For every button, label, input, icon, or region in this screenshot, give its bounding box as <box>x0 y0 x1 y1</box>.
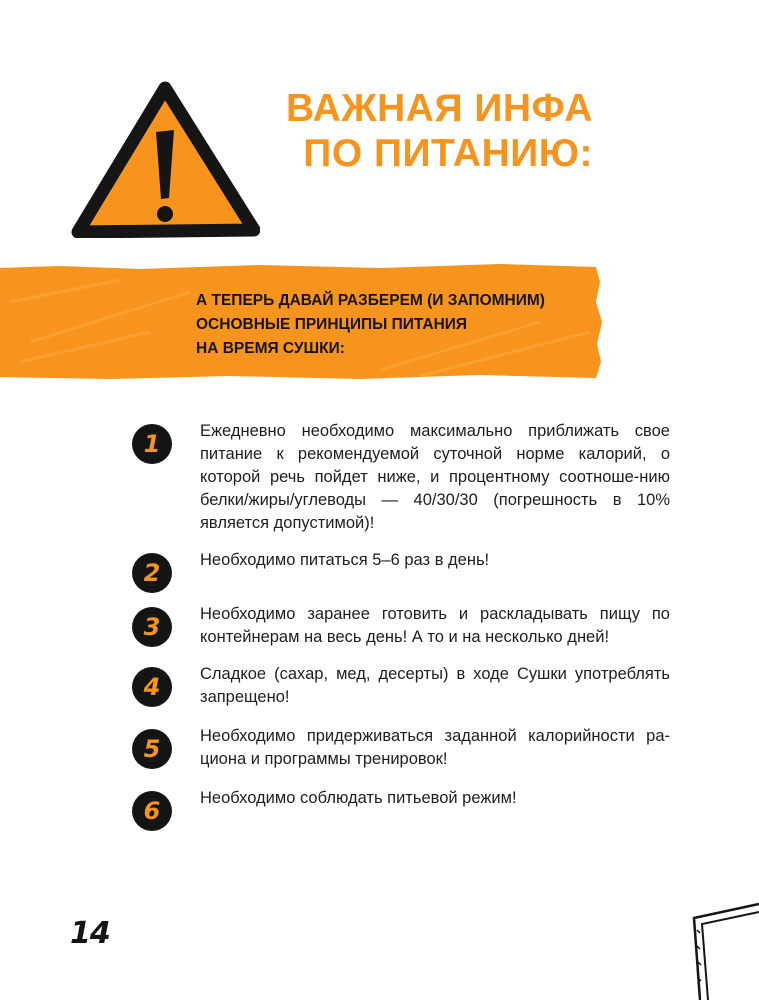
banner-line-3: НА ВРЕМЯ СУШКИ: <box>196 340 345 357</box>
number-badge: 6 <box>132 791 172 831</box>
title-line-1: ВАЖНАЯ ИНФА <box>285 87 593 130</box>
item-text: Необходимо придерживаться заданной калорийности ра-циона и программы тренировок! <box>200 727 670 768</box>
number-badge: 1 <box>132 424 172 464</box>
list-item <box>132 420 670 535</box>
banner-line-1: А ТЕПЕРЬ ДАВАЙ РАЗБЕРЕМ (И ЗАПОМНИМ) <box>196 292 545 309</box>
list-item <box>132 725 670 771</box>
item-text: Необходимо заранее готовить и раскладывать пищу по контейнерам на весь день! А то и на несколько дней! <box>200 605 670 646</box>
principles-list <box>132 420 670 825</box>
list-item <box>132 603 670 649</box>
warning-triangle-icon <box>70 80 260 238</box>
list-item <box>132 549 670 587</box>
item-text: Сладкое (сахар, мед, десерты) в ходе Сушки употреблять запрещено! <box>200 665 670 706</box>
list-item <box>132 663 670 709</box>
notebook-corner-icon <box>688 900 759 1000</box>
item-text: Ежедневно необходимо максимально приближать свое питание к рекомендуемой суточной норме калорий, о которой речь пойдет ниже, и процентному соотноше-нию белки/жиры/углеводы — 40/30/30 (погрешность в 10% является допустимой)! <box>200 422 670 532</box>
page-number: 14 <box>70 916 110 951</box>
item-text: Необходимо соблюдать питьевой режим! <box>200 789 517 807</box>
banner-line-2: ОСНОВНЫЕ ПРИНЦИПЫ ПИТАНИЯ <box>196 316 468 333</box>
number-badge: 2 <box>132 553 172 593</box>
page-title <box>286 86 593 176</box>
list-item <box>132 787 670 825</box>
number-badge: 3 <box>132 607 172 647</box>
banner-heading <box>196 289 545 361</box>
item-text: Необходимо питаться 5–6 раз в день! <box>200 551 490 569</box>
title-line-2: ПО ПИТАНИЮ: <box>303 132 593 175</box>
number-badge: 5 <box>132 729 172 769</box>
number-badge: 4 <box>132 667 172 707</box>
